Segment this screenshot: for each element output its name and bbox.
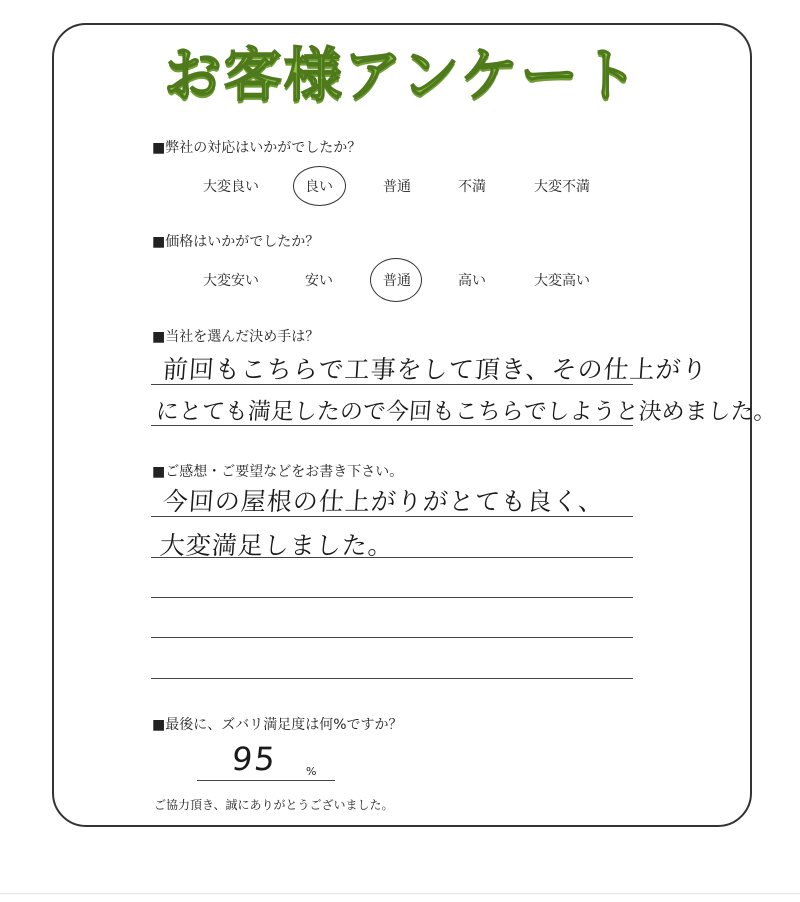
answer-rule	[151, 557, 633, 558]
option-good[interactable]: 良い	[305, 179, 333, 195]
satisfaction-value: 95	[230, 740, 279, 778]
handwritten-answer-line: 大変満足しました。	[158, 531, 395, 560]
question-price-label: ■価格はいかがでしたか？	[152, 234, 320, 250]
survey-title: お客様アンケート	[163, 41, 641, 109]
option-very-expensive[interactable]: 大変高い	[534, 273, 590, 289]
option-cheap[interactable]: 安い	[305, 273, 333, 289]
option-expensive[interactable]: 高い	[458, 273, 486, 289]
page-bottom-divider	[0, 893, 800, 894]
answer-rule	[151, 384, 633, 385]
question-comments-label: ■ご感想・ご要望などをお書き下さい。	[152, 464, 404, 480]
answer-rule	[151, 637, 633, 638]
handwritten-answer-line: 今回の屋根の仕上がりがとても良く、	[161, 487, 606, 516]
handwritten-answer-line: 前回もこちらで工事をして頂き、その仕上がり	[161, 355, 709, 384]
option-dissatisfied[interactable]: 不満	[458, 179, 486, 195]
percent-unit: %	[306, 765, 317, 778]
thank-you-note: ご協力頂き、誠にありがとうございました。	[154, 798, 394, 812]
answer-rule	[151, 597, 633, 598]
option-normal[interactable]: 普通	[383, 273, 411, 289]
question-response-label: ■弊社の対応はいかがでしたか？	[152, 140, 362, 156]
answer-rule	[151, 425, 633, 426]
satisfaction-rule	[197, 780, 335, 781]
question-decision-label: ■当社を選んだ決め手は？	[152, 329, 320, 345]
answer-rule	[151, 516, 633, 517]
option-very-cheap[interactable]: 大変安い	[203, 273, 259, 289]
option-very-good[interactable]: 大変良い	[203, 179, 259, 195]
question-satisfaction-label: ■最後に、ズバリ満足度は何%ですか？	[152, 717, 403, 733]
option-very-dissatisfied[interactable]: 大変不満	[534, 179, 590, 195]
answer-rule	[151, 678, 633, 679]
option-average[interactable]: 普通	[383, 179, 411, 195]
handwritten-answer-line: にとても満足したので今回もこちらでしようと決めました。	[154, 399, 778, 425]
